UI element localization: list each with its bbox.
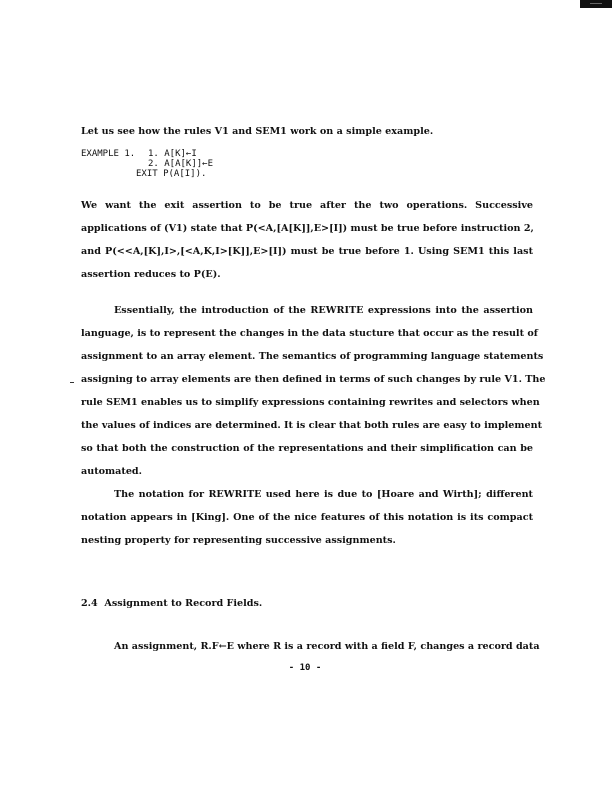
example-step-2: 2. A[A[K]]←E [148,159,214,169]
section-number: 2.4 [81,598,98,609]
example-step-1: 1. A[K]←I [148,149,197,159]
paragraph-line: We want the exit assertion to be true after the two operations. Successive [81,200,533,211]
paragraph-line: notation appears in [King]. One of the nice features of this notation is its compact [81,512,533,523]
paragraph-line: applications of (V1) state that P(<A,[A[K]],E>[I]) must be true before instruction 2, [81,223,534,234]
paragraph-line: Essentially, the introduction of the REWRITE expressions into the assertion [114,305,533,316]
paragraph-line: rule SEM1 enables us to simplify expressions containing rewrites and selectors when [81,397,540,408]
paragraph-line: assertion reduces to P(E). [81,269,221,280]
section-heading [81,598,262,609]
margin-mark [70,382,74,383]
example-exit: EXIT P(A[I]). [136,169,207,179]
paragraph-line: automated. [81,466,142,477]
intro-text: Let us see how the rules V1 and SEM1 work on a simple example. [81,126,434,137]
paragraph-line: and P(<<A,[K],I>,[<A,K,I>[K]],E>[I]) must be true before 1. Using SEM1 this last [81,246,533,257]
paragraph-line: assigning to array elements are then defined in terms of such changes by rule V1. The [81,374,546,385]
section-title: Assignment to Record Fields. [104,598,263,609]
paragraph-4: An assignment, R.F←E where R is a record with a field F, changes a record data [114,641,540,652]
paragraph-line: nesting property for representing successive assignments. [81,535,396,546]
paragraph-line: assignment to an array element. The semantics of programming language statements [81,351,544,362]
scan-corner-mark [580,0,612,8]
paragraph-line: the values of indices are determined. It is clear that both rules are easy to implement [81,420,543,431]
paragraph-line: The notation for REWRITE used here is due to [Hoare and Wirth]; different [114,489,533,500]
paragraph-line: language, is to represent the changes in the data stucture that occur as the result of [81,328,538,339]
example-label: EXAMPLE 1. [81,149,136,159]
page-number: - 10 - [288,663,322,673]
paragraph-line: so that both the construction of the representations and their simplification can be [81,443,533,454]
